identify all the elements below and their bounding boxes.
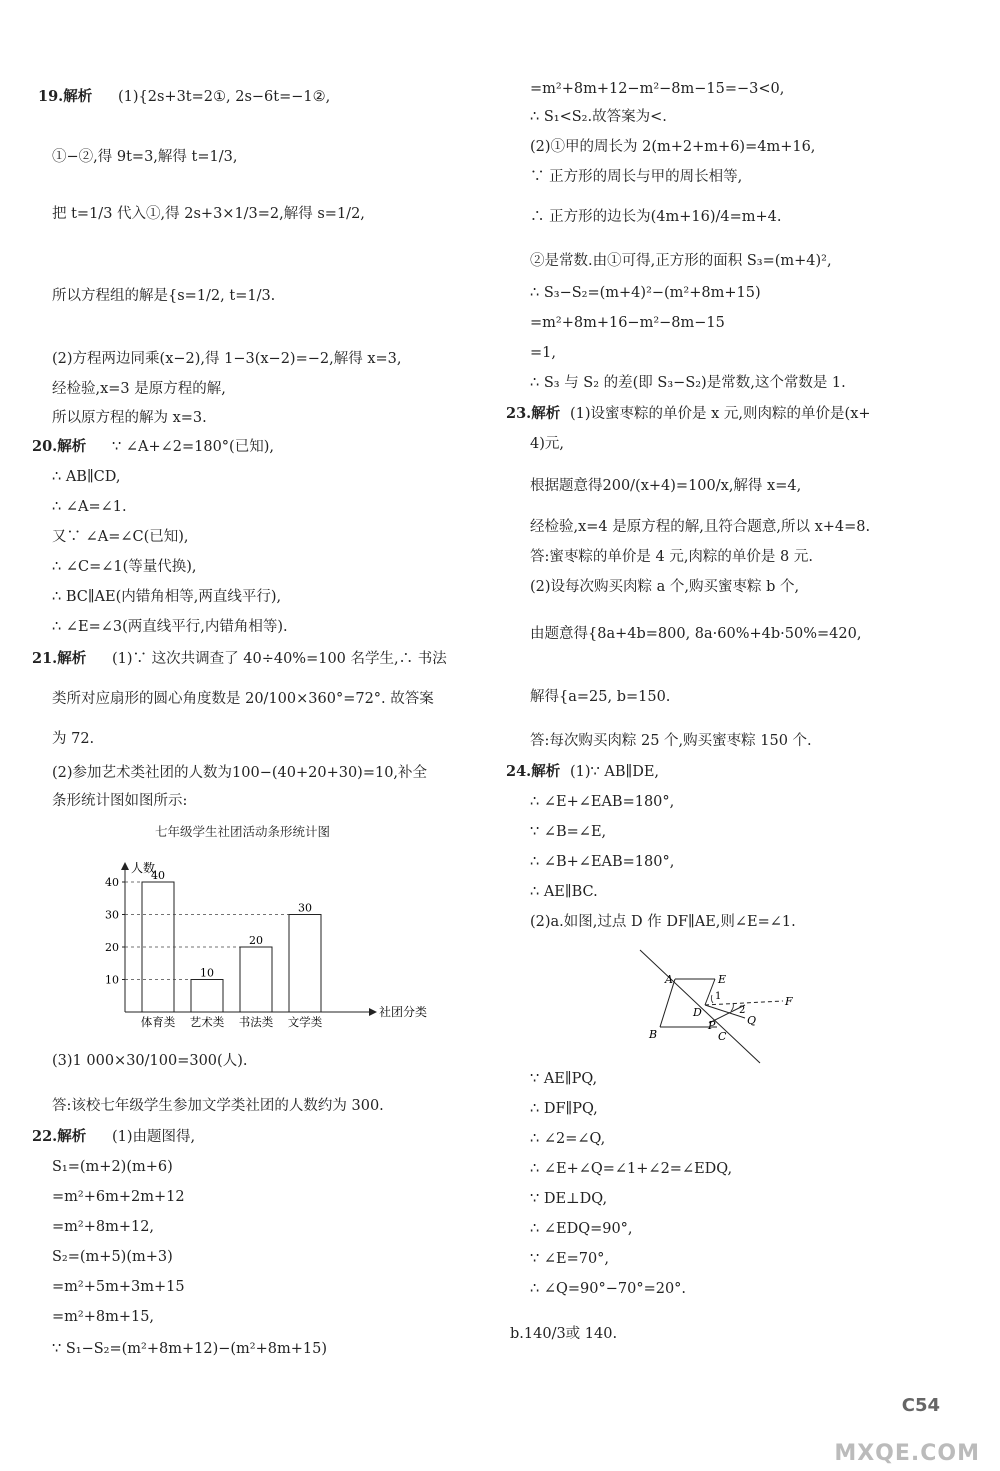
q20-line-6: ∴ BC∥AE(内错角相等,两直线平行), <box>52 589 282 605</box>
q21-number: 21.解析 <box>32 650 87 667</box>
label-c: C <box>718 1030 727 1043</box>
q23-line-2: 4)元, <box>530 436 564 452</box>
q23-line-1: (1)设蜜枣粽的单价是 x 元,则肉粽的单价是(x+ <box>570 406 871 422</box>
label-a: A <box>665 973 673 986</box>
q21-line-5: 条形统计图如图所示: <box>52 793 188 809</box>
label-e: E <box>718 973 727 986</box>
x-tick-label-1: 艺术类 <box>189 1015 225 1029</box>
q21-line-3: 为 72. <box>52 731 95 747</box>
angle-1-arc <box>711 995 713 1003</box>
q21-line-1: (1)∵ 这次共调查了 40÷40%=100 名学生,∴ 书法 <box>112 651 447 667</box>
angle-2-arc <box>731 1003 733 1011</box>
q22-line-2: S₁=(m+2)(m+6) <box>52 1159 173 1175</box>
q22-number: 22.解析 <box>32 1128 87 1145</box>
q24-line-15: b.140/3或 140. <box>510 1326 618 1342</box>
q24-number: 24.解析 <box>506 763 561 780</box>
chart-title: 七年级学生社团活动条形统计图 <box>155 824 331 839</box>
q21-line-6: (3)1 000×30/100=300(人). <box>52 1053 248 1069</box>
q22-cont-line-3: (2)①甲的周长为 2(m+2+m+6)=4m+16, <box>530 139 816 155</box>
segment-ab <box>660 979 675 1027</box>
q22-cont-line-4: ∵ 正方形的周长与甲的周长相等, <box>530 169 743 185</box>
q20-number: 20.解析 <box>32 438 87 455</box>
label-p: P <box>708 1019 716 1032</box>
q19-line-2: ①−②,得 9t=3,解得 t=1/3, <box>52 149 238 165</box>
q21-line-7: 答:该校七年级学生参加文学类社团的人数约为 300. <box>52 1098 384 1114</box>
q19-line-6: 经检验,x=3 是原方程的解, <box>52 381 226 397</box>
x-tick-label-2: 书法类 <box>238 1015 274 1029</box>
q22-line-5: S₂=(m+5)(m+3) <box>52 1249 173 1265</box>
q23-line-8: 解得{a=25, b=150. <box>530 689 671 705</box>
q23-line-5: 答:蜜枣粽的单价是 4 元,肉粽的单价是 8 元. <box>530 549 813 565</box>
q20-line-1: ∵ ∠A+∠2=180°(已知), <box>112 439 274 455</box>
x-tick-label-3: 文学类 <box>287 1015 323 1029</box>
q22-line-6: =m²+5m+3m+15 <box>52 1279 185 1295</box>
bar-chart <box>90 842 428 1032</box>
q20-line-7: ∴ ∠E=∠3(两直线平行,内错角相等). <box>52 619 288 635</box>
label-f: F <box>785 995 793 1008</box>
q19-line-3: 把 t=1/3 代入①,得 2s+3×1/3=2,解得 s=1/2, <box>52 206 365 222</box>
y-tick-label-40: 40 <box>105 876 119 889</box>
q24-line-1: (1)∵ AB∥DE, <box>570 764 660 780</box>
q22-cont-line-10: ∴ S₃ 与 S₂ 的差(即 S₃−S₂)是常数,这个常数是 1. <box>530 375 846 391</box>
q22-cont-line-1: =m²+8m+12−m²−8m−15=−3<0, <box>530 81 785 97</box>
q24-line-10: ∴ ∠E+∠Q=∠1+∠2=∠EDQ, <box>530 1161 733 1177</box>
q24-line-11: ∵ DE⊥DQ, <box>530 1191 608 1207</box>
q21-line-2: 类所对应扇形的圆心角度数是 20/100×360°=72°. 故答案 <box>52 691 434 707</box>
q21-line-4: (2)参加艺术类社团的人数为100−(40+20+30)=10,补全 <box>52 765 428 781</box>
label-2: 2 <box>739 1005 746 1016</box>
q19-line-1: (1){2s+3t=2①, 2s−6t=−1②, <box>118 89 331 105</box>
segment-ed <box>705 979 715 1005</box>
label-1: 1 <box>715 991 722 1002</box>
q23-number: 23.解析 <box>506 405 561 422</box>
q20-line-5: ∴ ∠C=∠1(等量代换), <box>52 559 197 575</box>
q24-line-4: ∴ ∠B+∠EAB=180°, <box>530 854 675 870</box>
q24-line-8: ∴ DF∥PQ, <box>530 1101 598 1117</box>
q22-line-7: =m²+8m+15, <box>52 1309 155 1325</box>
q19-number: 19.解析 <box>38 88 93 105</box>
y-axis-label: 人数 <box>131 861 156 875</box>
q20-line-3: ∴ ∠A=∠1. <box>52 499 127 515</box>
q24-line-5: ∴ AE∥BC. <box>530 884 598 900</box>
q24-line-9: ∴ ∠2=∠Q, <box>530 1131 606 1147</box>
bar-2 <box>240 947 272 1012</box>
q19-line-4: 所以方程组的解是{s=1/2, t=1/3. <box>52 288 276 304</box>
q23-line-9: 答:每次购买肉粽 25 个,购买蜜枣粽 150 个. <box>530 733 812 749</box>
x-axis-arrow <box>369 1008 377 1016</box>
q22-cont-line-6: ②是常数.由①可得,正方形的面积 S₃=(m+4)², <box>530 253 832 269</box>
q22-line-1: (1)由题图得, <box>112 1129 196 1145</box>
y-axis-arrow <box>121 862 129 870</box>
x-axis-label: 社团分类 <box>379 1005 428 1019</box>
q24-line-12: ∴ ∠EDQ=90°, <box>530 1221 633 1237</box>
y-tick-label-30: 30 <box>105 908 119 922</box>
x-tick-label-0: 体育类 <box>140 1015 176 1029</box>
q24-line-14: ∴ ∠Q=90°−70°=20°. <box>530 1281 687 1297</box>
bar-value-label-3: 30 <box>298 901 312 915</box>
q19-line-7: 所以原方程的解为 x=3. <box>52 410 207 426</box>
q23-line-7: 由题意得{8a+4b=800, 8a·60%+4b·50%=420, <box>530 626 862 642</box>
q22-line-4: =m²+8m+12, <box>52 1219 155 1235</box>
q24-line-6: (2)a.如图,过点 D 作 DF∥AE,则∠E=∠1. <box>530 914 796 930</box>
q20-line-4: 又∵ ∠A=∠C(已知), <box>52 529 189 545</box>
q22-cont-line-9: =1, <box>530 345 556 361</box>
q23-line-6: (2)设每次购买肉粽 a 个,购买蜜枣粽 b 个, <box>530 579 800 595</box>
q22-cont-line-8: =m²+8m+16−m²−8m−15 <box>530 315 725 331</box>
q24-line-3: ∵ ∠B=∠E, <box>530 824 607 840</box>
q24-line-2: ∴ ∠E+∠EAB=180°, <box>530 794 675 810</box>
q22-cont-line-5: ∴ 正方形的边长为(4m+16)/4=m+4. <box>530 209 782 225</box>
label-b: B <box>649 1028 658 1041</box>
q19-line-5: (2)方程两边同乘(x−2),得 1−3(x−2)=−2,解得 x=3, <box>52 351 402 367</box>
geometry-figure <box>635 945 805 1070</box>
bar-value-label-1: 10 <box>200 966 214 980</box>
q23-line-3: 根据题意得200/(x+4)=100/x,解得 x=4, <box>530 478 802 494</box>
q23-line-4: 经检验,x=4 是原方程的解,且符合题意,所以 x+4=8. <box>530 519 871 535</box>
bar-3 <box>289 915 321 1013</box>
label-q: Q <box>747 1014 757 1027</box>
y-tick-label-10: 10 <box>105 973 119 987</box>
q22-line-3: =m²+6m+2m+12 <box>52 1189 185 1205</box>
q22-cont-line-7: ∴ S₃−S₂=(m+4)²−(m²+8m+15) <box>530 285 761 301</box>
q24-line-13: ∵ ∠E=70°, <box>530 1251 610 1267</box>
bar-value-label-0: 40 <box>151 869 165 882</box>
page-number: C54 <box>901 1395 940 1416</box>
y-tick-label-20: 20 <box>105 941 119 954</box>
q24-line-7: ∵ AE∥PQ, <box>530 1071 598 1087</box>
q20-line-2: ∴ AB∥CD, <box>52 469 121 485</box>
bar-1 <box>191 980 223 1013</box>
q22-line-8: ∵ S₁−S₂=(m²+8m+12)−(m²+8m+15) <box>52 1341 327 1357</box>
q22-cont-line-2: ∴ S₁<S₂.故答案为<. <box>530 109 667 125</box>
watermark: MXQE.COM <box>834 1441 980 1466</box>
label-d: D <box>693 1006 702 1019</box>
bar-value-label-2: 20 <box>249 934 263 947</box>
